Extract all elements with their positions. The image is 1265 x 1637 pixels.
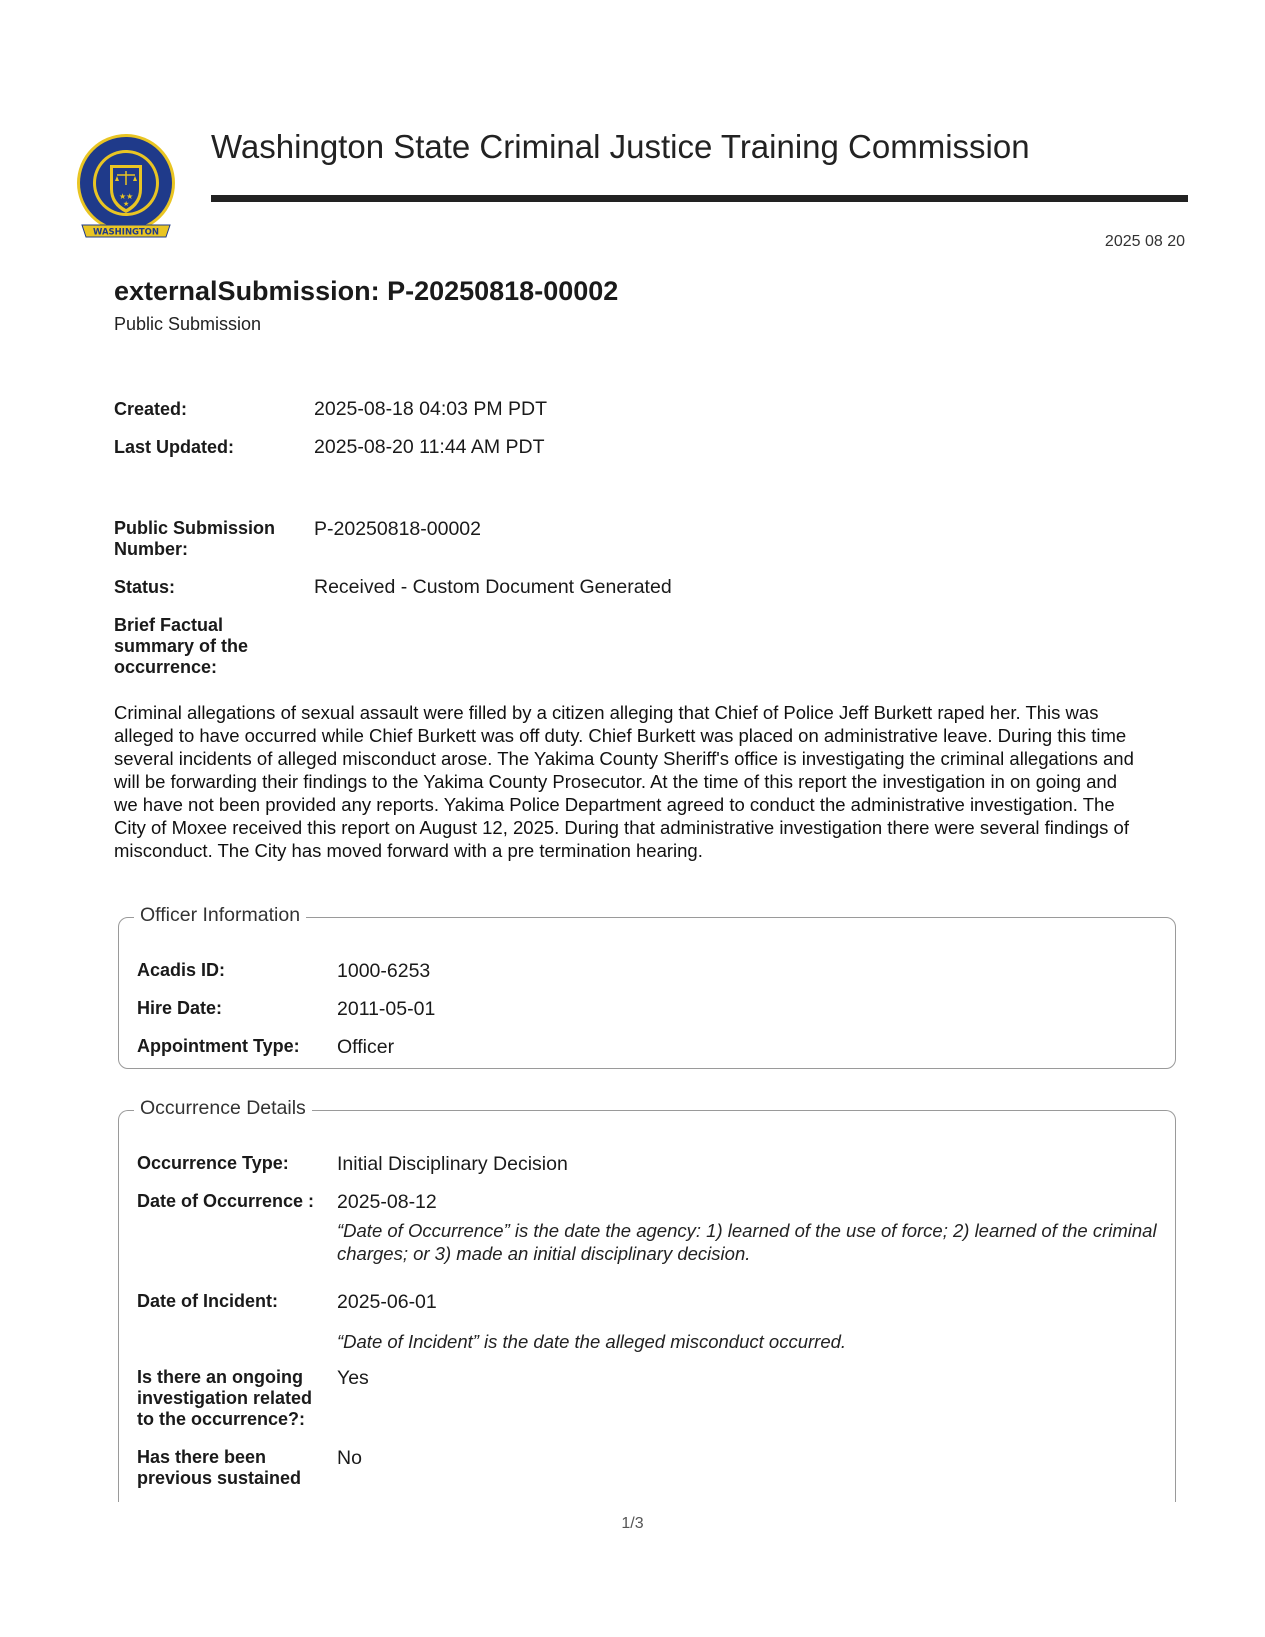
acadis-id-label: Acadis ID: bbox=[137, 960, 226, 980]
ongoing-investigation-value: Yes bbox=[337, 1367, 369, 1389]
appointment-type-label: Appointment Type: bbox=[137, 1036, 300, 1056]
acadis-id-value: 1000-6253 bbox=[337, 960, 431, 982]
status-value: Received - Custom Document Generated bbox=[314, 576, 672, 598]
hire-date-label: Hire Date: bbox=[137, 998, 223, 1018]
submission-number-value: P-20250818-00002 bbox=[314, 518, 481, 540]
last-updated-value: 2025-08-20 11:44 AM PDT bbox=[314, 436, 545, 458]
ongoing-investigation-label: Is there an ongoing investigation related to the occurrence?: bbox=[137, 1367, 313, 1429]
factual-summary: Criminal allegations of sexual assault were filled by a citizen alleging that Chief of Police Jeff Burkett raped her. This was alleged to have occurred while Chief Burkett was off duty. Chief Burkett was placed on administrative leave. During this time several incidents of alleged misconduct arose. The Yakima County Sheriff's office is investigating the criminal allegations and will be forwarding their findings to the Yakima County Prosecutor. At the time of this report the investigation in on going and we have not been provided any reports. Yakima Police Department agreed to conduct the administrative investigation. The City of Moxee received this report on August 12, 2025. During that administrative investigation there were several findings of misconduct. The City has moved forward with a pre termination hearing. bbox=[114, 702, 1134, 861]
last-updated-label: Last Updated: bbox=[114, 437, 235, 457]
occurrence-type-value: Initial Disciplinary Decision bbox=[337, 1153, 568, 1175]
page-number: 1/3 bbox=[621, 1515, 644, 1532]
officer-information-section bbox=[118, 904, 1176, 1069]
summary-label: Brief Factual summary of the occurrence: bbox=[114, 615, 249, 677]
organization-title: Washington State Criminal Justice Training Commission bbox=[211, 128, 1030, 165]
occurrence-details-section bbox=[118, 1097, 1176, 1502]
previous-sustained-label: Has there been previous sustained bbox=[137, 1447, 302, 1488]
status-label: Status: bbox=[114, 577, 176, 597]
svg-text:WASHINGTON: WASHINGTON bbox=[92, 227, 160, 238]
officer-information-legend: Officer Information bbox=[134, 904, 306, 927]
date-of-incident-value: 2025-06-01 bbox=[337, 1291, 437, 1313]
submission-title: externalSubmission: P-20250818-00002 bbox=[114, 276, 619, 306]
submission-number-label: Public Submission Number: bbox=[114, 518, 276, 559]
commission-seal-logo bbox=[74, 133, 179, 245]
occurrence-details-legend: Occurrence Details bbox=[134, 1097, 312, 1120]
date-of-occurrence-note: “Date of Occurrence” is the date the agency: 1) learned of the use of force; 2) learned of the criminal charges; or 3) made an initial disciplinary decision. bbox=[337, 1220, 1157, 1264]
created-label: Created: bbox=[114, 399, 188, 419]
header-rule bbox=[211, 195, 1188, 202]
document-date: 2025 08 20 bbox=[1104, 233, 1185, 250]
submission-type: Public Submission bbox=[114, 314, 262, 334]
date-of-incident-label: Date of Incident: bbox=[137, 1291, 279, 1311]
created-value: 2025-08-18 04:03 PM PDT bbox=[314, 398, 548, 420]
svg-text:★: ★ bbox=[123, 200, 130, 208]
previous-sustained-value: No bbox=[337, 1447, 362, 1469]
date-of-occurrence-value: 2025-08-12 bbox=[337, 1191, 437, 1213]
hire-date-value: 2011-05-01 bbox=[337, 998, 436, 1020]
date-of-occurrence-label: Date of Occurrence : bbox=[137, 1191, 315, 1211]
appointment-type-value: Officer bbox=[337, 1036, 395, 1058]
occurrence-type-label: Occurrence Type: bbox=[137, 1153, 289, 1173]
date-of-incident-note: “Date of Incident” is the date the alleged misconduct occurred. bbox=[337, 1331, 847, 1352]
svg-text:★★: ★★ bbox=[119, 192, 134, 201]
